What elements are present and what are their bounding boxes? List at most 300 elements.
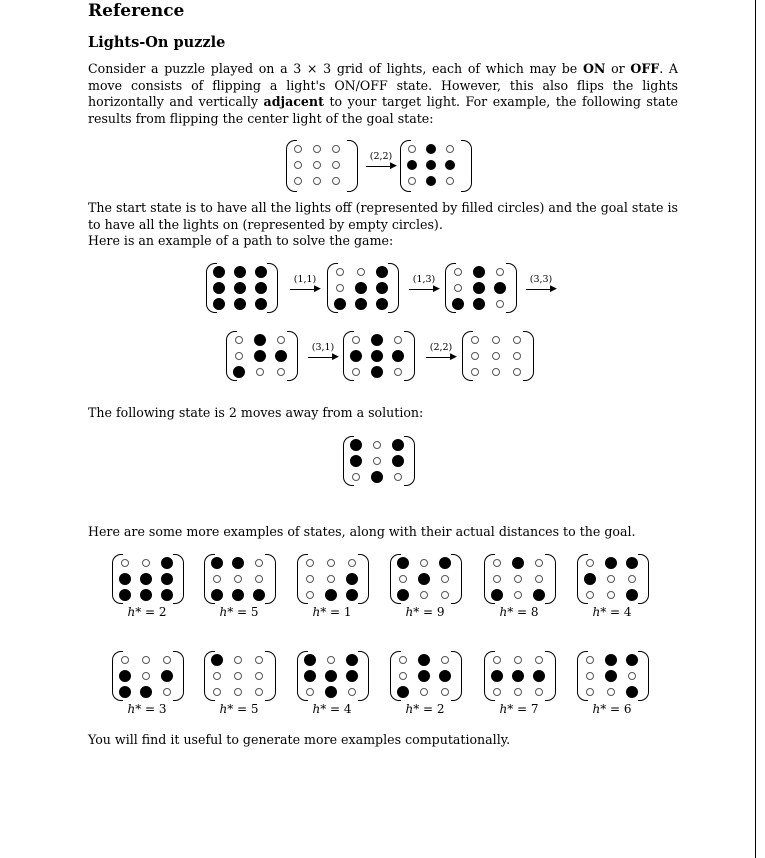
h-star-symbol: h* [219,605,234,619]
light-cell [233,296,247,312]
light-cell [345,571,359,587]
light-cell [489,364,503,380]
distance-value: 2 [158,605,167,619]
light-off-filled [213,298,225,310]
light-cell [438,652,452,668]
example-state [204,554,276,606]
light-cell [330,141,342,157]
light-grid [349,437,405,485]
light-off-filled [346,589,358,601]
light-cell [303,668,317,684]
light-off-filled [491,589,503,601]
light-on-empty [394,368,402,376]
light-off-filled [392,439,404,451]
arrow-head-icon: ▶ [433,284,440,294]
light-grid [451,264,507,312]
light-off-filled [140,573,152,585]
light-on-empty [441,575,449,583]
light-cell [391,453,405,469]
examples-paragraph: Here are some more examples of states, along with their actual distances to the goal. [88,524,636,539]
light-off-filled [234,282,246,294]
light-on-empty [373,441,381,449]
path-state-5 [343,331,415,383]
light-grid [333,264,389,312]
light-cell [468,364,482,380]
light-cell [292,173,304,189]
light-cell [391,332,405,348]
light-on-empty [256,368,264,376]
light-cell [468,348,482,364]
move-arrow [366,151,396,173]
light-off-filled [161,557,173,569]
light-cell [231,668,245,684]
light-on-empty [535,575,543,583]
light-on-empty [493,688,501,696]
light-cell [625,587,639,603]
light-on-empty [514,656,522,664]
light-on-empty [142,559,150,567]
light-on-empty [586,591,594,599]
light-on-empty [607,688,615,696]
light-on-empty [471,336,479,344]
example-state [577,651,649,703]
light-cell [451,280,465,296]
path-state-goal [462,331,534,383]
light-cell [274,332,288,348]
light-cell [292,141,304,157]
light-on-empty [607,591,615,599]
light-cell [345,652,359,668]
light-cell [417,684,431,700]
light-on-empty [352,473,360,481]
light-on-empty [493,656,501,664]
light-cell [349,437,363,453]
light-cell [490,571,504,587]
arrow-shaft [308,357,334,358]
light-off-filled [584,573,596,585]
arrow-shaft [526,289,552,290]
light-on-empty [471,352,479,360]
light-cell [118,587,132,603]
light-off-filled [355,298,367,310]
light-off-filled [407,160,417,170]
distance-value: 4 [343,702,352,716]
light-off-filled [255,298,267,310]
light-cell [490,684,504,700]
h-star-symbol: h* [127,702,142,716]
light-off-filled [325,686,337,698]
light-on-empty [327,575,335,583]
light-off-filled [346,654,358,666]
distance-value: 4 [623,605,632,619]
light-off-filled [392,350,404,362]
intro-text-3: . A move consists of flipping a light's ON/OFF state. However, this also flips the lights horizontally and vertically [88,61,679,109]
light-on-empty [513,336,521,344]
light-cell [118,668,132,684]
light-on-empty [142,656,150,664]
example-state [484,554,556,606]
light-cell [468,332,482,348]
light-off-filled [346,573,358,585]
closing-paragraph: You will find it useful to generate more examples computationally. [88,732,511,747]
right-paren [451,651,462,701]
light-off-filled [253,589,265,601]
right-paren [404,331,415,381]
light-cell [345,668,359,684]
distance-value: 5 [250,605,259,619]
light-cell [406,157,418,173]
light-cell [417,571,431,587]
right-paren [545,554,556,604]
light-cell [489,332,503,348]
right-paren [358,651,369,701]
light-cell [254,280,268,296]
light-cell [160,555,174,571]
example-state [112,554,184,606]
light-cell [139,571,153,587]
light-grid [292,141,342,189]
light-on-empty [332,145,340,153]
light-cell [210,652,224,668]
light-off-filled [213,282,225,294]
light-cell [231,555,245,571]
light-grid [468,332,524,380]
light-cell [370,453,384,469]
light-cell [532,668,546,684]
right-paren [523,331,534,381]
light-on-empty [446,145,454,153]
light-off-filled [161,589,173,601]
light-off-filled [512,670,524,682]
arrow-shaft [366,166,392,167]
light-off-filled [473,266,485,278]
light-off-filled [275,350,287,362]
distance-caption [489,605,549,619]
light-cell [354,296,368,312]
light-cell [625,668,639,684]
light-on-empty [327,559,335,567]
light-cell [252,684,266,700]
light-grid [490,555,546,603]
h-star-symbol: h* [592,605,607,619]
move-arrow [526,274,556,296]
light-off-filled [605,654,617,666]
move-arrow [409,274,439,296]
equals-sign: = [606,702,624,716]
light-on-empty [313,145,321,153]
light-off-filled [626,557,638,569]
light-on-empty [535,559,543,567]
equals-sign: = [419,702,437,716]
light-off-filled [445,160,455,170]
light-cell [604,571,618,587]
path-state-start [206,263,278,315]
light-cell [375,264,389,280]
light-off-filled [376,266,388,278]
light-cell [118,684,132,700]
light-off-filled [161,573,173,585]
move-label: (1,1) [293,274,317,285]
light-cell [438,571,452,587]
light-off-filled [304,654,316,666]
light-on-empty [513,368,521,376]
light-on-empty [586,656,594,664]
light-off-filled [119,573,131,585]
light-grid [406,141,456,189]
light-off-filled [161,670,173,682]
light-cell [417,668,431,684]
right-paren [173,651,184,701]
light-cell [583,571,597,587]
distance-value: 6 [623,702,632,716]
light-on-empty [408,177,416,185]
equals-sign: = [233,605,251,619]
light-cell [349,348,363,364]
light-cell [510,348,524,364]
light-on-empty [336,268,344,276]
right-paren [461,140,472,192]
equals-sign: = [233,702,251,716]
light-cell [396,571,410,587]
light-on-empty [277,368,285,376]
light-cell [510,332,524,348]
light-off-filled [426,144,436,154]
light-on-empty [607,575,615,583]
light-off-filled [140,589,152,601]
light-cell [583,668,597,684]
light-on-empty [235,336,243,344]
example-state [390,651,462,703]
light-on-empty [394,473,402,481]
light-cell [370,364,384,380]
light-off-filled [371,471,383,483]
light-on-empty [255,575,263,583]
light-cell [604,652,618,668]
arrow-head-icon: ▶ [550,284,557,294]
right-paren [545,651,556,701]
light-cell [274,364,288,380]
light-cell [212,296,226,312]
light-on-empty [213,575,221,583]
distance-caption [117,605,177,619]
intro-text-1: Consider a puzzle played on a 3 × 3 grid of lights, each of which may be [88,61,583,76]
equals-sign: = [419,605,437,619]
distance-value: 1 [343,605,352,619]
light-cell [292,157,304,173]
light-cell [490,668,504,684]
light-off-filled [213,266,225,278]
light-off-filled [355,282,367,294]
light-on-empty [255,656,263,664]
light-cell [252,652,266,668]
light-off-filled [255,266,267,278]
light-off-filled [254,334,266,346]
light-cell [160,684,174,700]
example-flipped-state-matrix [400,140,472,192]
light-cell [444,173,456,189]
light-cell [231,571,245,587]
adjacent-term: adjacent [263,94,324,109]
light-off-filled [418,573,430,585]
distance-value: 9 [436,605,445,619]
light-cell [303,587,317,603]
light-cell [345,587,359,603]
light-cell [311,157,323,173]
light-cell [349,469,363,485]
light-on-empty [306,688,314,696]
light-cell [396,555,410,571]
light-cell [375,296,389,312]
section-title: Reference [88,1,185,21]
arrow-head-icon: ▶ [332,352,339,362]
equals-sign: = [326,605,344,619]
two-moves-paragraph: The following state is 2 moves away from a solution: [88,405,424,420]
example-state [297,651,369,703]
light-cell [212,264,226,280]
light-grid [232,332,288,380]
light-cell [396,668,410,684]
distance-caption [489,702,549,716]
light-cell [370,348,384,364]
path-intro-text: Here is an example of a path to solve the game: [88,233,394,248]
light-cell [511,587,525,603]
light-cell [532,587,546,603]
light-cell [438,684,452,700]
light-on-empty [420,591,428,599]
light-off-filled [397,589,409,601]
light-cell [583,555,597,571]
light-off-filled [325,670,337,682]
light-cell [252,555,266,571]
light-cell [391,348,405,364]
light-cell [349,332,363,348]
light-cell [391,469,405,485]
light-off-filled [397,686,409,698]
light-cell [406,173,418,189]
distance-caption [395,702,455,716]
on-term: ON [582,61,606,76]
light-cell [490,587,504,603]
light-cell [333,296,347,312]
light-cell [451,264,465,280]
move-arrow [308,342,338,364]
light-on-empty [420,559,428,567]
subsection-title: Lights-On puzzle [88,34,226,51]
arrow-shaft [426,357,452,358]
light-cell [417,652,431,668]
light-on-empty [332,177,340,185]
path-state-4 [226,331,298,383]
light-on-empty [255,688,263,696]
right-paren [287,331,298,381]
light-cell [231,587,245,603]
light-on-empty [348,688,356,696]
light-on-empty [586,559,594,567]
light-cell [511,555,525,571]
light-cell [233,264,247,280]
light-off-filled [119,589,131,601]
light-cell [252,668,266,684]
example-state [577,554,649,606]
light-off-filled [255,282,267,294]
intro-text-4: to your target light. For example, the following state results from flipping the center light of the goal state: [88,94,678,126]
light-cell [345,555,359,571]
light-cell [118,652,132,668]
light-off-filled [254,350,266,362]
light-off-filled [346,670,358,682]
move-label: (1,3) [412,274,436,285]
light-off-filled [304,670,316,682]
light-grid [303,652,359,700]
light-on-empty [514,591,522,599]
h-star-symbol: h* [312,605,327,619]
light-cell [212,280,226,296]
light-on-empty [513,352,521,360]
light-on-empty [394,336,402,344]
light-cell [532,571,546,587]
distance-value: 5 [250,702,259,716]
light-on-empty [306,559,314,567]
light-off-filled [371,350,383,362]
h-star-symbol: h* [592,702,607,716]
light-off-filled [439,670,451,682]
light-cell [370,332,384,348]
light-cell [231,652,245,668]
light-cell [160,652,174,668]
light-cell [254,296,268,312]
light-off-filled [119,686,131,698]
light-cell [139,555,153,571]
light-off-filled [376,282,388,294]
distance-value: 7 [530,702,539,716]
light-on-empty [399,672,407,680]
light-on-empty [213,688,221,696]
light-grid [212,264,268,312]
light-cell [253,332,267,348]
light-cell [493,280,507,296]
light-cell [604,684,618,700]
equals-sign: = [141,605,159,619]
move-arrow [290,274,320,296]
right-paren [267,263,278,313]
light-on-empty [441,688,449,696]
move-label: (3,1) [311,342,335,353]
equals-sign: = [326,702,344,716]
light-cell [444,157,456,173]
light-on-empty [493,575,501,583]
light-grid [396,555,452,603]
light-grid [210,555,266,603]
light-off-filled [211,589,223,601]
light-on-empty [306,591,314,599]
light-cell [425,173,437,189]
light-on-empty [277,336,285,344]
light-off-filled [232,589,244,601]
light-cell [324,587,338,603]
light-on-empty [492,368,500,376]
light-grid [118,652,174,700]
distance-caption [302,702,362,716]
light-on-empty [586,688,594,696]
light-on-empty [586,672,594,680]
light-off-filled [439,557,451,569]
light-cell [396,587,410,603]
light-cell [625,684,639,700]
right-paren [265,651,276,701]
example-state [112,651,184,703]
light-cell [489,348,503,364]
distance-caption [582,605,642,619]
